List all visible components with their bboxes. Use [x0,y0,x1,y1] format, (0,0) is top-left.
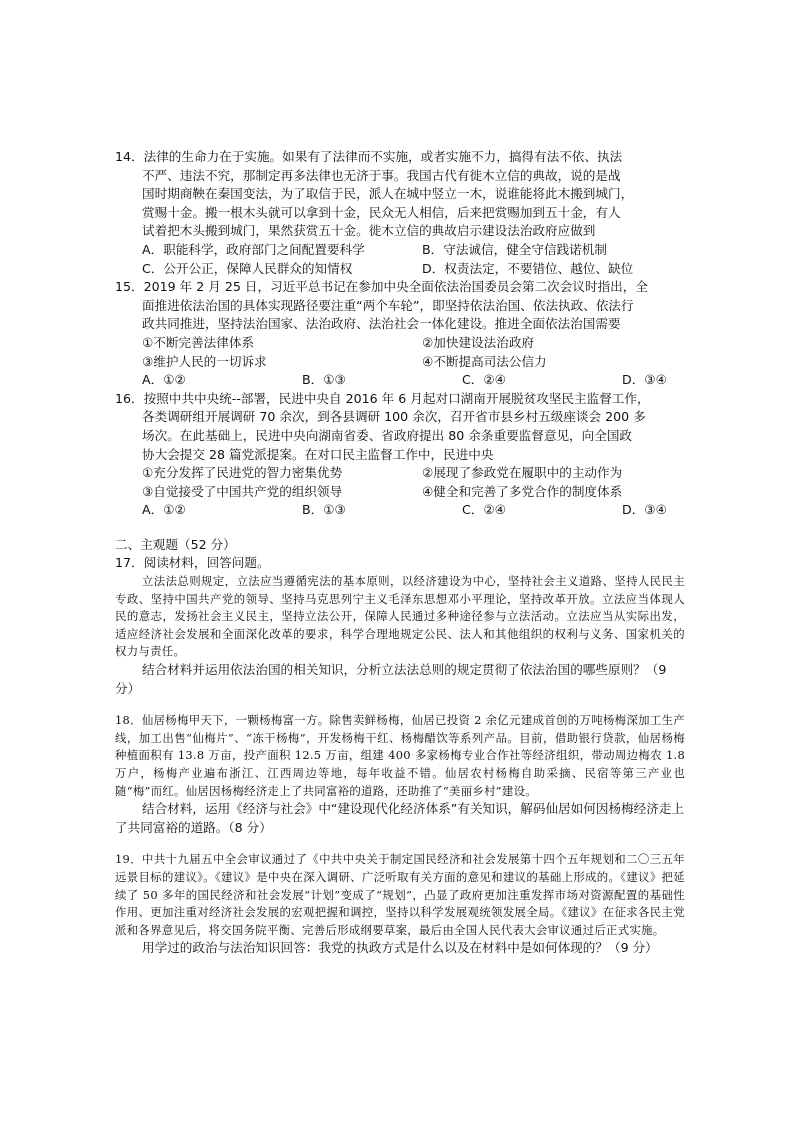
question-18-prompt: 结合材料，运用《经济与社会》中“建设现代化经济体系”有关知识，解码仙居如何因杨梅经济走上了共同富裕的道路。（8 分） [115,801,684,835]
question-16-items-row [115,464,685,483]
question-15-line: 政共同推进，坚持法治国家、法治政府、法治社会一体化建设。推进全面依法治国需要 [142,316,621,332]
question-14-line: 试着把木头搬到城门，果然获赏五十金。徙木立信的典故启示建设法治政府应做到 [142,223,596,239]
statement-2: ②展现了参政党在履职中的主动作为 [422,465,623,481]
statement-2: ②加快建设法治政府 [422,334,535,350]
statement-1: ①充分发挥了民进党的智力密集优势 [142,465,343,481]
question-15-line: 面推进依法治国的具体实现路径要注重“两个车轮”，即坚持依法治国、依法执政、依法行 [142,297,634,313]
option-c: C．公开公正，保障人民群众的知情权 [142,260,353,276]
statement-4: ④不断提高司法公信力 [422,353,547,369]
question-16-line: 协大会提交 28 篇党派提案。在对口民主监督工作中，民进中央 [142,446,494,462]
spacer [115,837,685,851]
question-14-line: 国时期商鞅在秦国变法，为了取信于民，派人在城中竖立一木，说谁能将此木搬到城门， [142,186,634,202]
question-14-line: 赏赐十金。搬一根木头就可以拿到十金，民众无人相信，后来把赏赐加到五十金，有人 [142,204,621,220]
question-15-options-row [115,371,685,390]
question-14-line: 14．法律的生命力在于实施。如果有了法律而不实施，或者实施不力，搞得有法不依、执法 [115,149,623,164]
spacer [115,698,685,712]
question-19-prompt: 用学过的政治与法治知识回答：我党的执政方式是什么以及在材料中是如何体现的？（9 分） [142,940,658,956]
section-heading: 二、主观题（52 分） [115,536,236,552]
question-14-options-row [115,260,685,279]
question-16-options-row [115,501,685,520]
question-15 [115,278,685,390]
option-b: B．①③ [302,372,346,388]
option-b: B．①③ [302,502,346,518]
question-18 [115,712,685,837]
question-18-material: 18．仙居杨梅甲天下，一颗杨梅富一方。除售卖鲜杨梅，仙居已投资 2 余亿元建成首创的万吨杨梅深加工生产线，加工出售“仙梅片”、“冻干杨梅”，开发杨梅干红、杨梅醋饮等系列产品。目前，借助银行贷款，仙居杨梅种植面积有 13.8 万亩，投产面积 12.5 万亩，组建 400 多家杨梅专业合作社等经济组织，带动周边梅农 1.8 万户，杨梅产业遍布浙江、江西周边等地，每年收益不错。仙居农村杨梅自助采摘、民宿等第三产业也随“梅”而红。仙居因杨梅经济走上了共同富裕的道路，还助推了“美丽乡村”建设。 [115,713,685,798]
exam-page [115,148,685,958]
question-19 [115,851,685,958]
question-15-line: 15．2019 年 2 月 25 日，习近平总书记在参加中央全面依法治国委员会第二次会议时指出，全 [115,279,648,295]
question-17-material: 立法法总则规定，立法应当遵循宪法的基本原则，以经济建设为中心，坚持社会主义道路、坚持人民民主专政、坚持中国共产党的领导、坚持马克思列宁主义毛泽东思想邓小平理论，坚持改革开放。立法应当体现人民的意志，发扬社会主义民主，坚持立法公开，保障人民通过多种途径参与立法活动。立法应当从实际出发，适应经济社会发展和全面深化改革的要求，科学合理地规定公民、法人和其他组织的权利与义务、国家机关的权力与责任。 [115,574,685,659]
question-16-items-row [115,483,685,502]
question-17 [115,554,685,698]
option-d: D．③④ [622,372,667,388]
statement-3: ③维护人民的一切诉求 [142,353,267,369]
question-19-material: 19．中共十九届五中全会审议通过了《中共中央关于制定国民经济和社会发展第十四个五年规划和二〇三五年远景目标的建议》。《建议》是中央在深入调研、广泛听取有关方面的意见和建议的基础上形成的。《建议》把延续了 50 多年的国民经济和社会发展“计划”变成了“规划”，凸显了政府更加注重发挥市场对资源配置的基础性作用、更加注重对经济社会发展的宏观把握和调控，坚持以科学发展观统领发展全局。《建议》在征求各民主党派和各界意见后，将交国务院平衡、完善后形成纲要草案，最后由全国人民代表大会审议通过后正式实施。 [115,852,685,937]
question-16-line: 场次。在此基础上，民进中央向湖南省委、省政府提出 80 余条重要监督意见，向全国政 [142,427,633,443]
question-14-options-row [115,241,685,260]
question-14-line: 不严、违法不究，那制定再多法律也无济于事。我国古代有徙木立信的典故，说的是战 [142,167,621,183]
question-14 [115,148,685,278]
question-15-items-row [115,353,685,372]
option-a: A．职能科学，政府部门之间配置要科学 [142,241,365,257]
question-16-line: 16．按照中共中央统--部署，民进中央自 2016 年 6 月起对口湖南开展脱贫攻坚民主监督工作， [115,390,650,406]
option-c: C．②④ [462,502,506,518]
option-a: A．①② [142,502,186,518]
statement-4: ④健全和完善了多党合作的制度体系 [422,483,623,499]
question-17-head: 17．阅读材料，回答问题。 [115,555,270,571]
question-15-items-row [115,334,685,353]
question-17-prompt: 结合材料并运用依法治国的相关知识，分析立法法总则的规定贯彻了依法治国的哪些原则？（9 分） [115,662,667,696]
question-16-line: 各类调研组开展调研 70 余次，到各县调研 100 余次，召开省市县乡村五级座谈会 200 多 [142,409,646,425]
option-b: B．守法诚信，健全守信践诺机制 [422,241,607,257]
statement-3: ③自觉接受了中国共产党的组织领导 [142,483,343,499]
question-16 [115,390,685,520]
option-d: D．③④ [622,502,667,518]
option-c: C．②④ [462,372,506,388]
option-a: A．①② [142,372,186,388]
statement-1: ①不断完善法律体系 [142,334,255,350]
option-d: D．权责法定，不要错位、越位、缺位 [422,260,634,276]
